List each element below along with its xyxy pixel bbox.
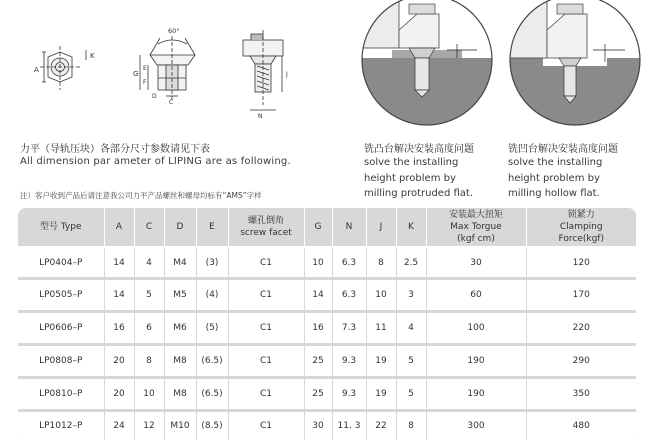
hex-front-view <box>40 46 86 90</box>
cell-max-torque: 30 <box>426 247 526 279</box>
caption-right-en-line: milling hollow flat. <box>508 188 600 199</box>
side-view <box>140 36 195 100</box>
cell-a: 20 <box>104 345 134 378</box>
cell-d: M5 <box>164 279 196 312</box>
cell-type: LP0606–P <box>18 312 104 345</box>
spec-table <box>18 208 636 440</box>
cell-n: 9.3 <box>332 377 366 410</box>
dim-label-n: N <box>258 113 263 120</box>
table-row <box>18 377 636 410</box>
cell-c: 8 <box>134 345 164 378</box>
cell-e: (6.5) <box>196 377 228 410</box>
cell-max-torque: 190 <box>426 345 526 378</box>
cell-j: 19 <box>366 345 396 378</box>
screw-view <box>243 30 283 110</box>
caption-mid-cn: 铣凸台解决安装高度问题 <box>364 144 474 155</box>
dim-label-c: C <box>169 99 174 106</box>
header-clamping-force: 锁紧力 Clamping Force(kgf) <box>526 208 636 247</box>
header-k: K <box>396 208 426 247</box>
header-max-torque: 安装最大扭矩 Max Torgue (kgf cm) <box>426 208 526 247</box>
cell-clamping-force: 350 <box>526 377 636 410</box>
header-type: 型号 Type <box>18 208 104 247</box>
hollow-flat-diagram <box>505 0 645 135</box>
header-g: G <box>304 208 332 247</box>
table-row <box>18 247 636 279</box>
cell-e: (6.5) <box>196 345 228 378</box>
cell-d: M8 <box>164 377 196 410</box>
cell-g: 25 <box>304 377 332 410</box>
table-row <box>18 345 636 378</box>
cell-k: 5 <box>396 377 426 410</box>
header-d: D <box>164 208 196 247</box>
caption-mid-en-line: milling protruded flat. <box>364 188 473 199</box>
dim-label-e: E <box>143 65 147 72</box>
cell-a: 20 <box>104 377 134 410</box>
cell-g: 30 <box>304 410 332 440</box>
cell-k: 8 <box>396 410 426 440</box>
cell-d: M10 <box>164 410 196 440</box>
dim-label-k: K <box>90 52 95 60</box>
dim-label-d: D <box>152 93 157 100</box>
cell-k: 2.5 <box>396 247 426 279</box>
caption-right-en <box>508 155 602 202</box>
header-screw-facet: 螺孔倒角 screw facet <box>228 208 304 247</box>
dim-label-j: J <box>286 71 288 78</box>
cell-clamping-force: 220 <box>526 312 636 345</box>
cell-screw-facet: C1 <box>228 312 304 345</box>
header-e: E <box>196 208 228 247</box>
caption-right-cn: 铣凹台解决安装高度问题 <box>508 144 618 155</box>
note-ams: 注）客户收到产品后请注意我公司力平产品螺丝和螺母均标有“AMS”字样 <box>20 191 262 200</box>
angle-label: 60° <box>168 27 180 35</box>
table-row <box>18 410 636 440</box>
cell-k: 4 <box>396 312 426 345</box>
cell-screw-facet: C1 <box>228 247 304 279</box>
cell-n: 7.3 <box>332 312 366 345</box>
table-row <box>18 279 636 312</box>
cell-g: 14 <box>304 279 332 312</box>
cell-screw-facet: C1 <box>228 410 304 440</box>
cell-type: LP0810–P <box>18 377 104 410</box>
cell-n: 11. 3 <box>332 410 366 440</box>
cell-d: M4 <box>164 247 196 279</box>
cell-e: (3) <box>196 247 228 279</box>
caption-right-en-line: height problem by <box>508 172 600 184</box>
dim-label-f: F <box>143 79 147 86</box>
cell-a: 24 <box>104 410 134 440</box>
cell-e: (5) <box>196 312 228 345</box>
cell-type: LP0505–P <box>18 279 104 312</box>
cell-g: 25 <box>304 345 332 378</box>
cell-k: 5 <box>396 345 426 378</box>
cell-a: 14 <box>104 279 134 312</box>
cell-max-torque: 300 <box>426 410 526 440</box>
cell-type: LP0404–P <box>18 247 104 279</box>
cell-c: 12 <box>134 410 164 440</box>
cell-g: 10 <box>304 247 332 279</box>
cell-clamping-force: 120 <box>526 247 636 279</box>
cell-j: 10 <box>366 279 396 312</box>
cell-max-torque: 100 <box>426 312 526 345</box>
cell-g: 16 <box>304 312 332 345</box>
cell-a: 16 <box>104 312 134 345</box>
header-a: A <box>104 208 134 247</box>
cell-n: 6.3 <box>332 247 366 279</box>
caption-mid-en-line: height problem by <box>364 172 456 184</box>
table-row <box>18 312 636 345</box>
cell-screw-facet: C1 <box>228 279 304 312</box>
caption-left-cn: 力平（导轨压块）各部分尺寸参数请见下表 <box>20 144 210 155</box>
cell-j: 11 <box>366 312 396 345</box>
cell-n: 9.3 <box>332 345 366 378</box>
cell-k: 3 <box>396 279 426 312</box>
cell-j: 22 <box>366 410 396 440</box>
cell-c: 10 <box>134 377 164 410</box>
cell-screw-facet: C1 <box>228 345 304 378</box>
header-n: N <box>332 208 366 247</box>
dim-label-g: G <box>133 70 139 78</box>
table-header-row <box>18 208 636 247</box>
cell-clamping-force: 480 <box>526 410 636 440</box>
cell-clamping-force: 170 <box>526 279 636 312</box>
header-j: J <box>366 208 396 247</box>
cell-c: 5 <box>134 279 164 312</box>
cell-e: (4) <box>196 279 228 312</box>
cell-max-torque: 190 <box>426 377 526 410</box>
cell-clamping-force: 290 <box>526 345 636 378</box>
cell-c: 6 <box>134 312 164 345</box>
cell-d: M8 <box>164 345 196 378</box>
cell-j: 19 <box>366 377 396 410</box>
cell-screw-facet: C1 <box>228 377 304 410</box>
cell-e: (8.5) <box>196 410 228 440</box>
cell-a: 14 <box>104 247 134 279</box>
cell-n: 6.3 <box>332 279 366 312</box>
dim-label-a: A <box>34 66 39 74</box>
cell-d: M6 <box>164 312 196 345</box>
caption-mid-en-line: solve the installing <box>364 157 459 168</box>
cell-type: LP1012–P <box>18 410 104 440</box>
caption-right-en-line: solve the installing <box>508 157 603 168</box>
cell-c: 4 <box>134 247 164 279</box>
cell-j: 8 <box>366 247 396 279</box>
cell-type: LP0808–P <box>18 345 104 378</box>
cell-max-torque: 60 <box>426 279 526 312</box>
header-c: C <box>134 208 164 247</box>
caption-mid-en <box>364 155 473 202</box>
protruded-flat-diagram <box>357 0 497 135</box>
caption-left-en: All dimension par ameter of LIPING are as following. <box>20 156 291 167</box>
